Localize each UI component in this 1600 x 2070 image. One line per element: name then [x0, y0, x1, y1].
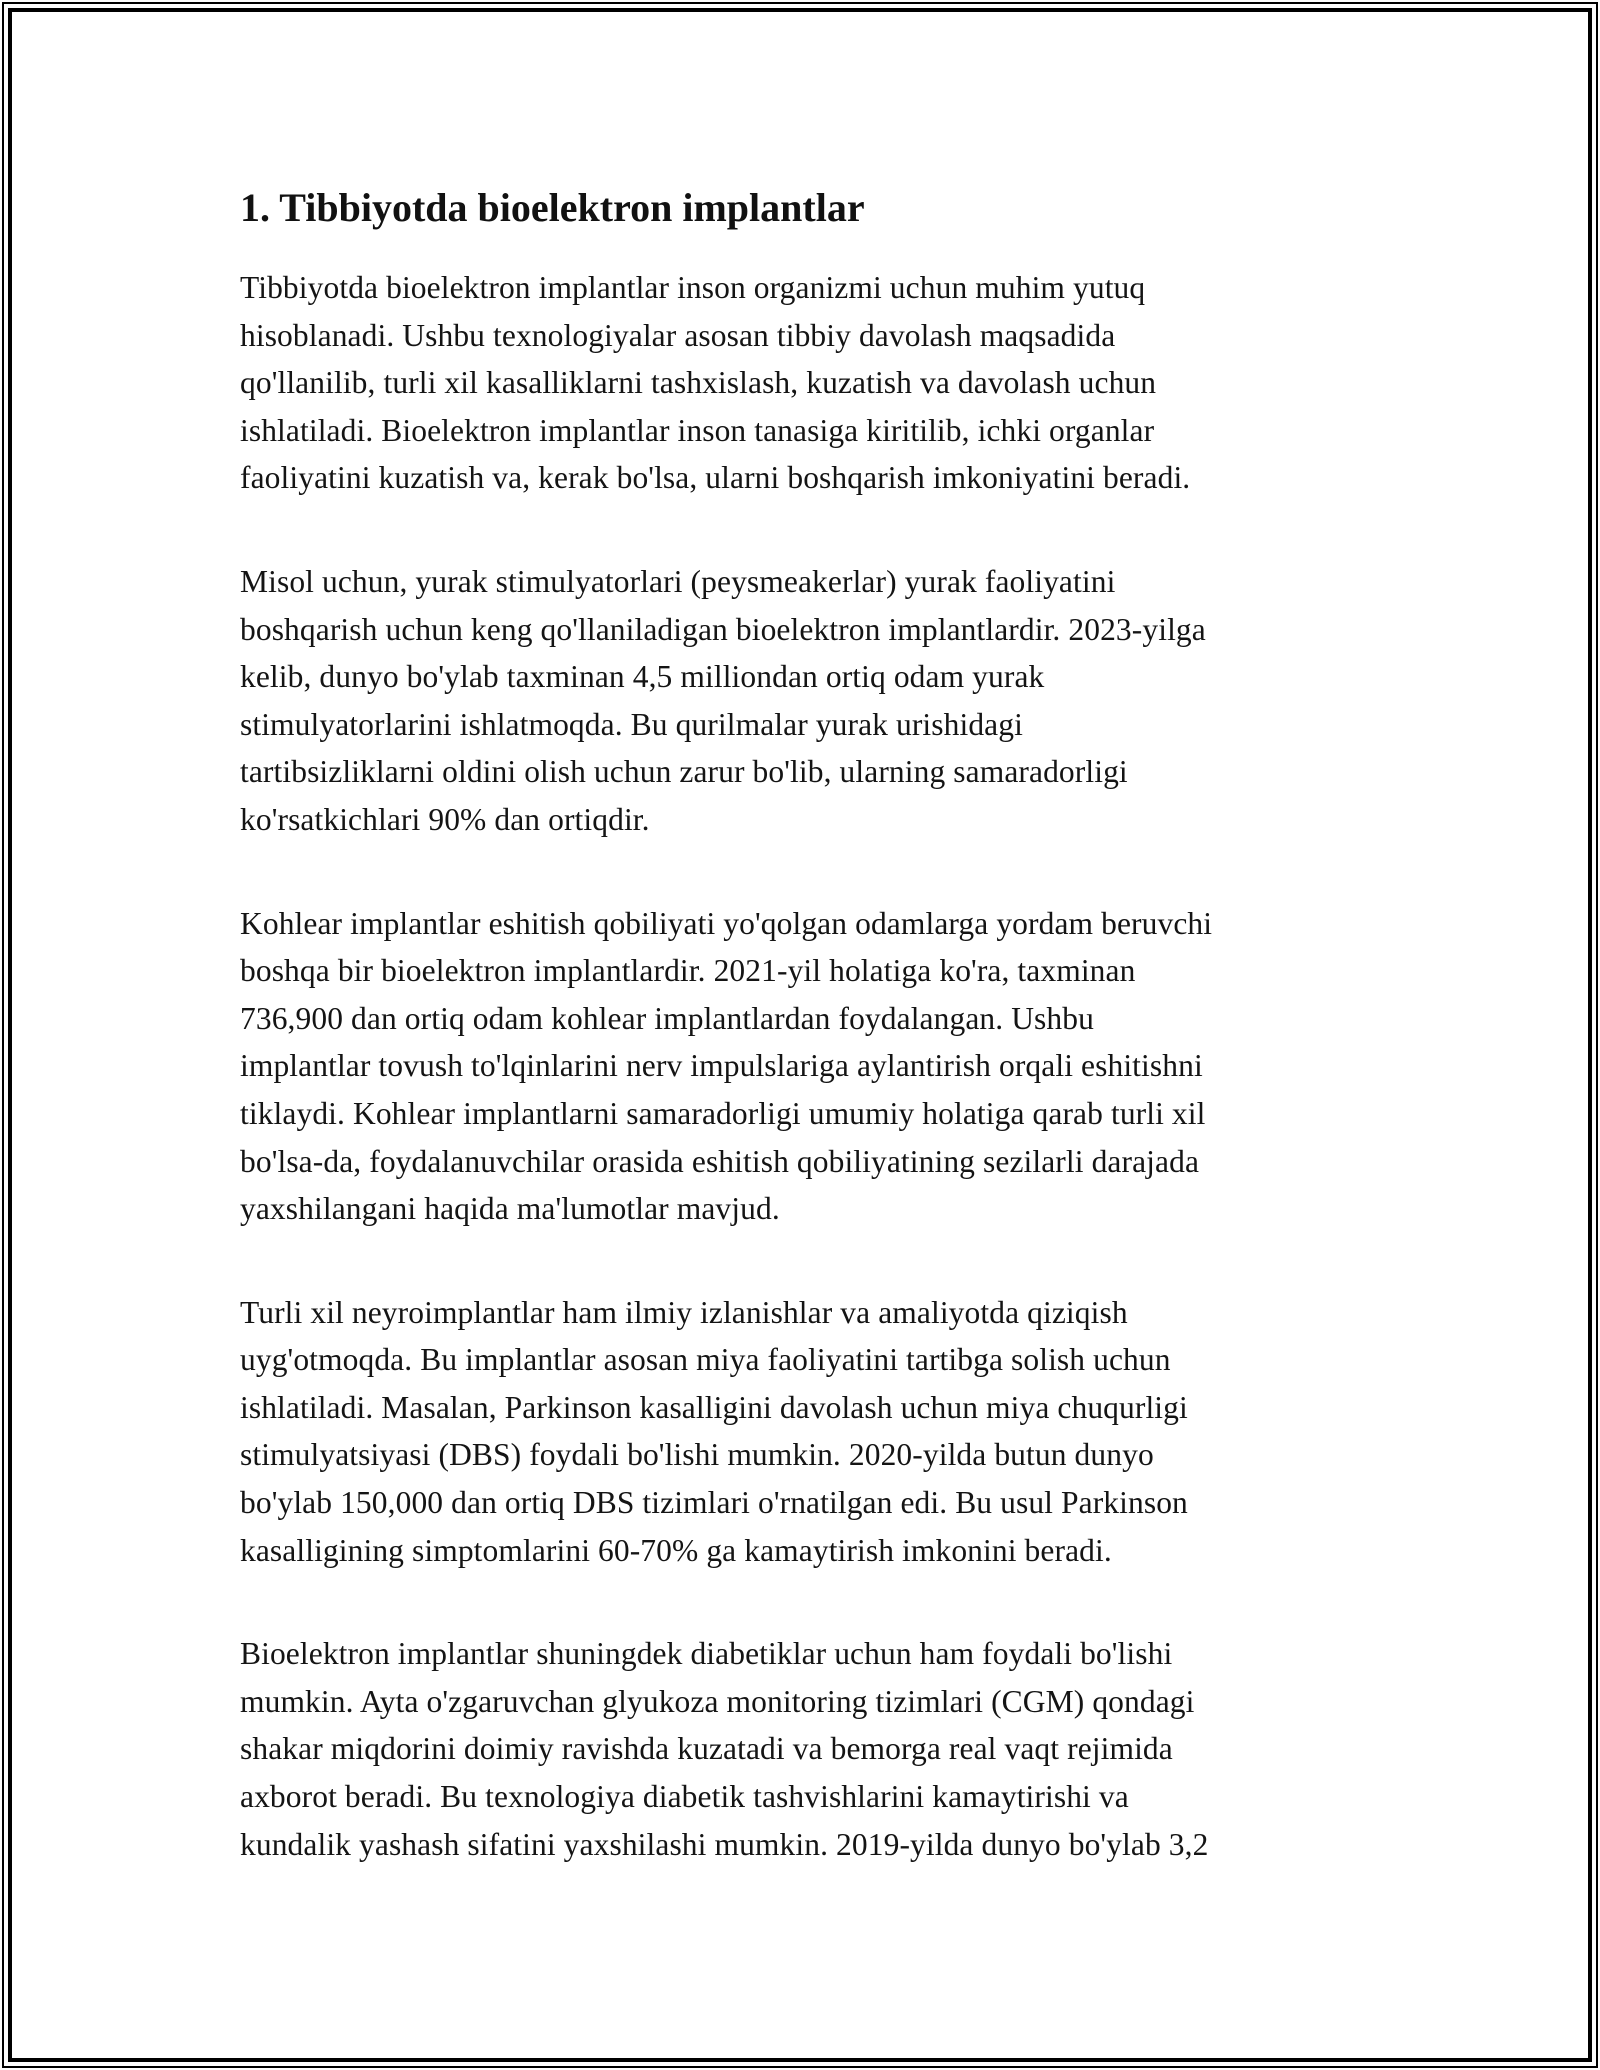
- text-line: tiklaydi. Kohlear implantlarni samaradorligi umumiy holatiga qarab turli xil: [240, 1095, 1206, 1131]
- text-line: hisoblanadi. Ushbu texnologiyalar asosan tibbiy davolash maqsadida: [240, 317, 1116, 353]
- text-line: kelib, dunyo bo'ylab taxminan 4,5 milliondan ortiq odam yurak: [240, 659, 1045, 695]
- text-line: Tibbiyotda bioelektron implantlar inson organizmi uchun muhim yutuq: [240, 270, 1146, 305]
- text-line: Turli xil neyroimplantlar ham ilmiy izlanishlar va amaliyotda qiziqish: [240, 1294, 1128, 1330]
- text-line: Misol uchun, yurak stimulyatorlari (peysmeakerlar) yurak faoliyatini: [240, 563, 1116, 599]
- text-line: kundalik yashash sifatini yaxshilashi mumkin. 2019-yilda dunyo bo'ylab 3,2: [240, 1826, 1209, 1862]
- paragraph: [240, 900, 1430, 1233]
- text-line: stimulyatsiyasi (DBS) foydali bo'lishi mumkin. 2020-yilda butun dunyo: [240, 1437, 1154, 1473]
- text-line: Bioelektron implantlar shuningdek diabetiklar uchun ham foydali bo'lishi: [240, 1636, 1173, 1672]
- section-heading: 1. Tibbiyotda bioelektron implantlar: [240, 185, 865, 230]
- paragraph: [240, 558, 1430, 844]
- text-line: uyg'otmoqda. Bu implantlar asosan miya faoliyatini tartibga solish uchun: [240, 1342, 1171, 1378]
- text-line: Kohlear implantlar eshitish qobiliyati yo'qolgan odamlarga yordam beruvchi: [240, 905, 1213, 941]
- text-line: ishlatiladi. Masalan, Parkinson kasalligini davolash uchun miya chuqurligi: [240, 1389, 1188, 1425]
- text-line: stimulyatorlarini ishlatmoqda. Bu qurilmalar yurak urishidagi: [240, 706, 1023, 742]
- text-line: kasalligining simptomlarini 60-70% ga kamaytirish imkonini beradi.: [240, 1532, 1112, 1568]
- text-line: implantlar tovush to'lqinlarini nerv impulslariga aylantirish orqali eshitishni: [240, 1048, 1203, 1084]
- text-line: mumkin. Ayta o'zgaruvchan glyukoza monitoring tizimlari (CGM) qondagi: [240, 1683, 1195, 1719]
- paragraph: [240, 1630, 1430, 1868]
- document-body: [240, 264, 1430, 1868]
- text-line: boshqa bir bioelektron implantlardir. 2021-yil holatiga ko'ra, taxminan: [240, 953, 1136, 989]
- text-line: bo'lsa-da, foydalanuvchilar orasida eshitish qobiliyatining sezilarli darajada: [240, 1143, 1200, 1179]
- text-line: faoliyatini kuzatish va, kerak bo'lsa, ularni boshqarish imkoniyatini beradi.: [240, 460, 1191, 496]
- text-line: qo'llanilib, turli xil kasalliklarni tashxislash, kuzatish va davolash uchun: [240, 365, 1157, 401]
- text-line: yaxshilangani haqida ma'lumotlar mavjud.: [240, 1191, 780, 1227]
- text-line: ko'rsatkichlari 90% dan ortiqdir.: [240, 801, 650, 837]
- text-line: bo'ylab 150,000 dan ortiq DBS tizimlari o'rnatilgan edi. Bu usul Parkinson: [240, 1485, 1188, 1521]
- text-line: axborot beradi. Bu texnologiya diabetik tashvishlarini kamaytirishi va: [240, 1779, 1129, 1815]
- text-line: boshqarish uchun keng qo'llaniladigan bioelektron implantlardir. 2023-yilga: [240, 611, 1206, 647]
- text-line: shakar miqdorini doimiy ravishda kuzatadi va bemorga real vaqt rejimida: [240, 1731, 1173, 1767]
- paragraph: [240, 264, 1430, 502]
- paragraph: [240, 1289, 1430, 1575]
- text-line: tartibsizliklarni oldini olish uchun zarur bo'lib, ularning samaradorligi: [240, 754, 1128, 790]
- text-line: 736,900 dan ortiq odam kohlear implantlardan foydalangan. Ushbu: [240, 1000, 1094, 1036]
- text-line: ishlatiladi. Bioelektron implantlar inson tanasiga kiritilib, ichki organlar: [240, 412, 1155, 448]
